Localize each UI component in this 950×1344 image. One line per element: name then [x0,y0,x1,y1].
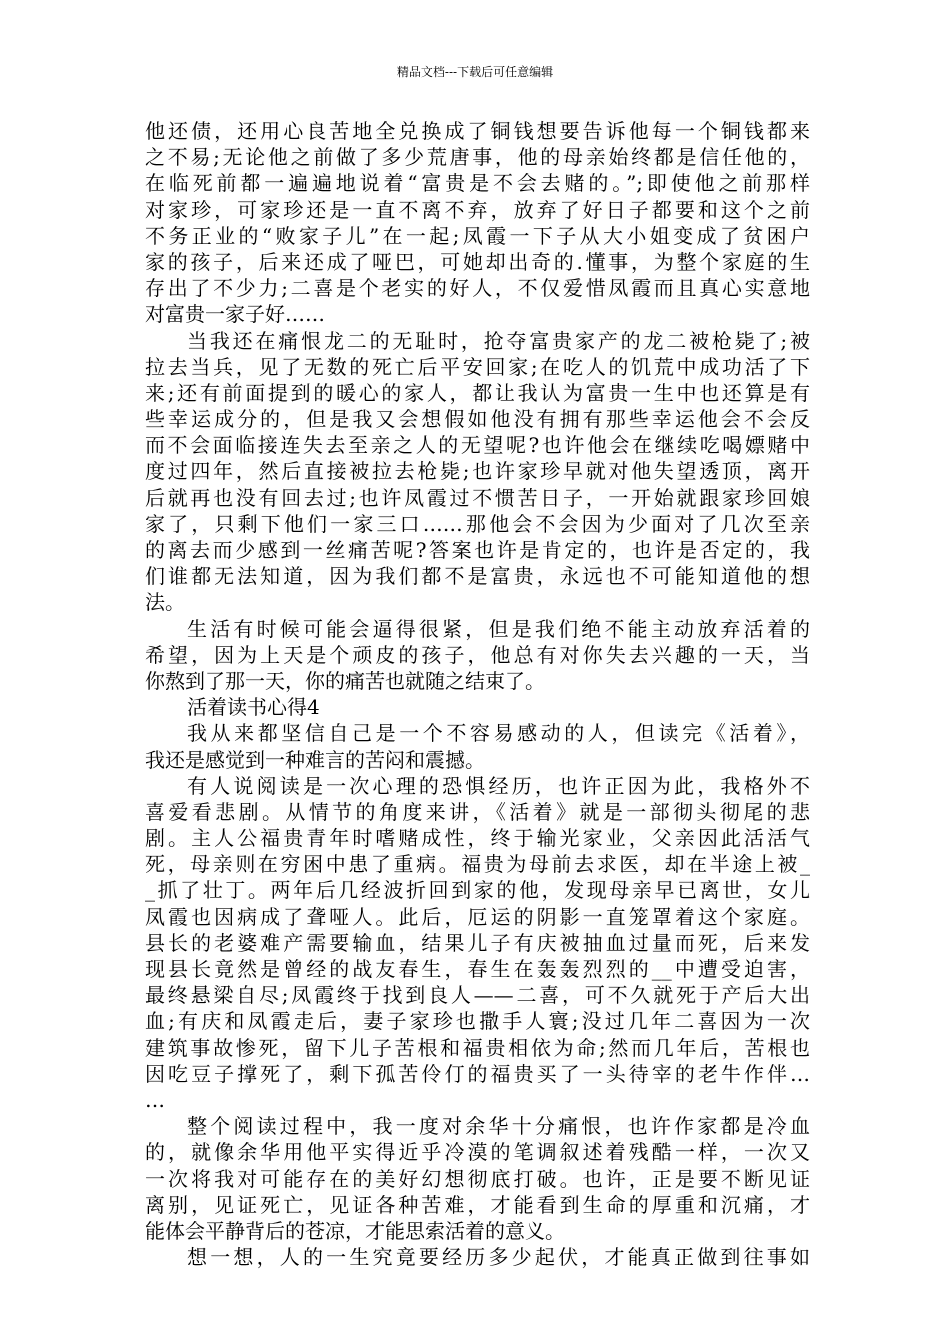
text-line: 的，就像余华用他平实得近乎冷漠的笔调叙述着残酷一样，一次又 [145,1140,810,1165]
text-line: 整个阅读过程中，我一度对余华十分痛恨，也许作家都是冷血 [187,1114,810,1139]
text-line: 后就再也没有回去过;也许凤霞过不惯苦日子，一开始就跟家珍回娘 [145,485,810,510]
text-line: 法。 [145,590,185,615]
text-line: … [145,1087,165,1112]
text-line: 喜爱看悲剧。从情节的角度来讲，《活着》就是一部彻头彻尾的悲 [145,799,810,824]
text-line: 因吃豆子撑死了，剩下孤苦伶仃的福贵买了一头待宰的老牛作伴… [145,1061,810,1086]
text-line: 血;有庆和凤霞走后，妻子家珍也撒手人寰;没过几年二喜因为一次 [145,1009,810,1034]
text-line: 一次将我对可能存在的美好幻想彻底打破。也许，正是要不断见证 [145,1166,810,1191]
text-line: 建筑事故惨死，留下儿子苦根和福贵相依为命;然而几年后，苦根也 [145,1035,810,1060]
text-line: 家了，只剩下他们一家三口……那他会不会因为少面对了几次至亲 [145,511,810,536]
text-line: 来;还有前面提到的暖心的家人，都让我认为富贵一生中也还算是有 [145,380,810,405]
text-line: 现县长竟然是曾经的战友春生，春生在轰轰烈烈的__中遭受迫害， [145,957,810,981]
text-line: 生活有时候可能会逼得很紧，但是我们绝不能主动放弃活着的 [187,616,810,641]
text-line: 而不会面临接连失去至亲之人的无望呢?也许他会在继续吃喝嫖赌中 [145,433,810,458]
text-line: 些幸运成分的，但是我又会想假如他没有拥有那些幸运他会不会反 [145,407,810,432]
text-line: 对家珍，可家珍还是一直不离不弃，放弃了好日子都要和这个之前 [145,197,810,222]
text-line: 你熬到了那一天，你的痛苦也就随之结束了。 [145,668,545,693]
text-line: 最终悬梁自尽;凤霞终于找到良人——二喜，可不久就死于产后大出 [145,983,810,1008]
text-line: 当我还在痛恨龙二的无耻时，抢夺富贵家产的龙二被枪毙了;被 [187,328,810,353]
page-header: 精品文档---下载后可任意编辑 [396,65,554,79]
text-line: 存出了不少力;二喜是个老实的好人，不仅爱惜凤霞而且真心实意地 [145,276,810,301]
text-line: 在临死前都一遍遍地说着“富贵是不会去赌的。”;即使他之前那样 [145,171,810,196]
text-line: 我从来都坚信自己是一个不容易感动的人，但读完《活着》， [187,721,810,746]
text-line: 活着读书心得4 [187,695,320,720]
text-line: 我还是感觉到一种难言的苦闷和震撼。 [145,747,485,772]
text-line: 离别，见证死亡，见证各种苦难，才能看到生命的厚重和沉痛，才 [145,1192,810,1217]
text-line: 家的孩子，后来还成了哑巴，可她却出奇的.懂事，为整个家庭的生 [145,249,810,274]
text-line: 们谁都无法知道，因为我们都不是富贵，永远也不可能知道他的想 [145,564,810,589]
text-line: 对富贵一家子好…… [145,302,325,327]
text-line: 他还债，还用心良苦地全兑换成了铜钱想要告诉他每一个铜钱都来 [145,119,810,143]
text-line: 度过四年，然后直接被拉去枪毙;也许家珍早就对他失望透顶，离开 [145,459,810,484]
text-line: _抓了壮丁。两年后几经波折回到家的他，发现母亲早已离世，女儿 [145,878,810,903]
text-line: 县长的老婆难产需要输血，结果儿子有庆被抽血过量而死，后来发 [145,930,810,955]
text-line: 拉去当兵，见了无数的死亡后平安回家;在吃人的饥荒中成功活了下 [145,354,810,379]
text-line: 不务正业的“败家子儿”在一起;凤霞一下子从大小姐变成了贫困户 [145,223,810,248]
text-line: 凤霞也因病成了聋哑人。此后，厄运的阴影一直笼罩着这个家庭。 [145,904,810,929]
document-body [145,118,810,1270]
text-line: 有人说阅读是一次心理的恐惧经历，也许正因为此，我格外不 [187,773,810,798]
text-line: 希望，因为上天是个顽皮的孩子，他总有对你失去兴趣的一天，当 [145,642,810,667]
text-line: 想一想，人的一生究竟要经历多少起伏，才能真正做到往事如 [187,1245,810,1270]
text-line: 的离去而少感到一丝痛苦呢?答案也许是肯定的，也许是否定的，我 [145,538,810,562]
text-line: 能体会平静背后的苍凉，才能思索活着的意义。 [145,1218,565,1243]
text-line: 之不易;无论他之前做了多少荒唐事，他的母亲始终都是信任他的， [145,145,810,170]
text-line: 死，母亲则在穷困中患了重病。福贵为母前去求医，却在半途上被_ [145,852,810,877]
text-line: 剧。主人公福贵青年时嗜赌成性，终于输光家业，父亲因此活活气 [145,826,810,851]
